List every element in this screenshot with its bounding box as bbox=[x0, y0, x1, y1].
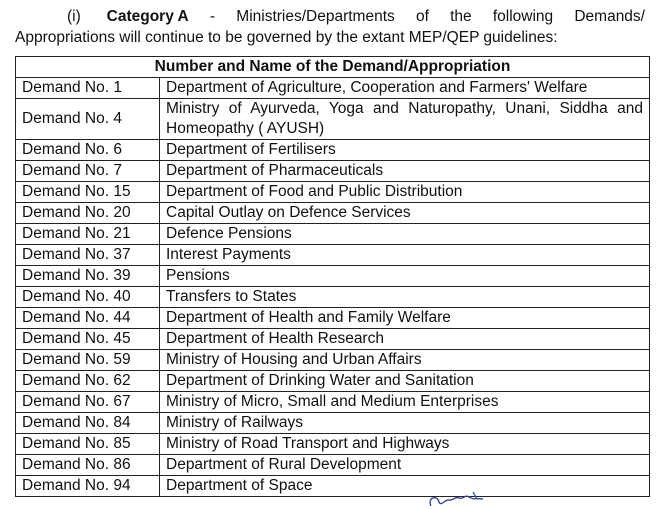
demand-number: Demand No. 45 bbox=[16, 329, 160, 350]
demand-number: Demand No. 1 bbox=[16, 78, 160, 99]
table-header: Number and Name of the Demand/Appropriation bbox=[16, 57, 650, 78]
intro-word: Ministries/Departments bbox=[236, 8, 395, 25]
demand-number: Demand No. 40 bbox=[16, 287, 160, 308]
intro-paragraph bbox=[15, 6, 645, 48]
table-row bbox=[16, 476, 650, 497]
table-row bbox=[16, 245, 650, 266]
table-row bbox=[16, 413, 650, 434]
intro-line-2: Appropriations will continue to be governed by the extant MEP/QEP guidelines: bbox=[15, 29, 558, 46]
table-row bbox=[16, 161, 650, 182]
demand-name: Department of Drinking Water and Sanitation bbox=[160, 371, 650, 392]
demand-number: Demand No. 7 bbox=[16, 161, 160, 182]
intro-word: - bbox=[209, 8, 216, 25]
demand-number: Demand No. 44 bbox=[16, 308, 160, 329]
table-row bbox=[16, 308, 650, 329]
intro-word: the bbox=[450, 8, 472, 25]
demand-name: Ministry of Road Transport and Highways bbox=[160, 434, 650, 455]
table-row bbox=[16, 224, 650, 245]
category-label: Category A bbox=[106, 8, 189, 25]
demand-name: Department of Food and Public Distribution bbox=[160, 182, 650, 203]
demand-name: Department of Fertilisers bbox=[160, 140, 650, 161]
list-marker: (i) bbox=[67, 8, 81, 25]
demand-number: Demand No. 4 bbox=[16, 99, 160, 140]
table-row bbox=[16, 78, 650, 99]
handwritten-signature-icon bbox=[425, 490, 505, 509]
table-row bbox=[16, 182, 650, 203]
demand-name: Ministry of Housing and Urban Affairs bbox=[160, 350, 650, 371]
demand-name: Department of Space bbox=[160, 476, 650, 497]
demand-name: Capital Outlay on Defence Services bbox=[160, 203, 650, 224]
demand-number: Demand No. 62 bbox=[16, 371, 160, 392]
table-row bbox=[16, 203, 650, 224]
table-row bbox=[16, 371, 650, 392]
demand-name: Transfers to States bbox=[160, 287, 650, 308]
demand-number: Demand No. 94 bbox=[16, 476, 160, 497]
table-row bbox=[16, 455, 650, 476]
table-row bbox=[16, 287, 650, 308]
demand-name: Ministry of Ayurveda, Yoga and Naturopathy, Unani, Siddha and Homeopathy ( AYUSH) bbox=[160, 99, 650, 140]
intro-line-1 bbox=[15, 6, 645, 27]
table-row bbox=[16, 99, 650, 140]
demand-name: Department of Agriculture, Cooperation and Farmers' Welfare bbox=[160, 78, 650, 99]
demand-number: Demand No. 84 bbox=[16, 413, 160, 434]
intro-word: of bbox=[415, 8, 429, 25]
table-row bbox=[16, 329, 650, 350]
demand-number: Demand No. 85 bbox=[16, 434, 160, 455]
table-row bbox=[16, 266, 650, 287]
demand-name: Pensions bbox=[160, 266, 650, 287]
intro-word: following bbox=[492, 8, 554, 25]
intro-lead bbox=[15, 6, 189, 27]
demand-name: Ministry of Railways bbox=[160, 413, 650, 434]
demand-number: Demand No. 67 bbox=[16, 392, 160, 413]
demand-number: Demand No. 6 bbox=[16, 140, 160, 161]
demand-number: Demand No. 86 bbox=[16, 455, 160, 476]
demand-name: Department of Pharmaceuticals bbox=[160, 161, 650, 182]
demand-number: Demand No. 21 bbox=[16, 224, 160, 245]
demand-name: Department of Health and Family Welfare bbox=[160, 308, 650, 329]
intro-word: Demands/ bbox=[574, 8, 645, 25]
demand-name: Department of Health Research bbox=[160, 329, 650, 350]
demand-name: Department of Rural Development bbox=[160, 455, 650, 476]
demand-number: Demand No. 39 bbox=[16, 266, 160, 287]
table-row bbox=[16, 434, 650, 455]
demand-number: Demand No. 37 bbox=[16, 245, 160, 266]
table-header-row bbox=[16, 57, 650, 78]
demand-number: Demand No. 59 bbox=[16, 350, 160, 371]
demand-name: Defence Pensions bbox=[160, 224, 650, 245]
table-row bbox=[16, 392, 650, 413]
demand-number: Demand No. 20 bbox=[16, 203, 160, 224]
demand-name: Ministry of Micro, Small and Medium Enterprises bbox=[160, 392, 650, 413]
demand-name: Interest Payments bbox=[160, 245, 650, 266]
table-row bbox=[16, 350, 650, 371]
demand-number: Demand No. 15 bbox=[16, 182, 160, 203]
table-row bbox=[16, 140, 650, 161]
demands-table bbox=[15, 56, 650, 497]
